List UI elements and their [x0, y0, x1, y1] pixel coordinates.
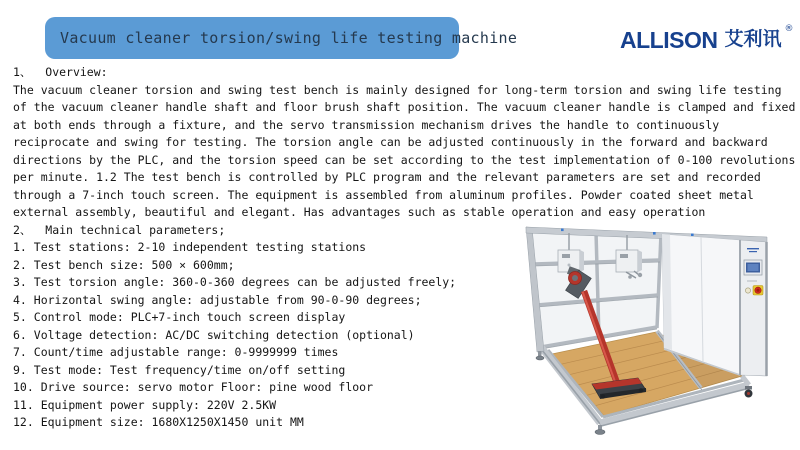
- text-line: 10. Drive source: servo motor Floor: pine wood floor: [13, 380, 374, 394]
- logo-chinese-text: 艾利讯: [724, 28, 782, 50]
- parameters-heading: 2、 Main technical parameters;: [13, 222, 226, 237]
- title-banner: [45, 17, 518, 59]
- text-line: 4. Horizontal swing angle: adjustable from 90-0-90 degrees;: [13, 292, 422, 307]
- allison-logo: [620, 24, 794, 53]
- text-line: directions by the PLC, and the torsion speed can be set according to the test implementation of 0-100 revolutions: [13, 152, 796, 167]
- caster-wheel: [745, 386, 753, 398]
- text-line: 11. Equipment power supply: 220V 2.5KW: [13, 397, 277, 412]
- text-line: 3. Test torsion angle: 360-0-360 degrees can be adjusted freely;: [13, 275, 457, 289]
- text-line: 12. Equipment size: 1680X1250X1450 unit MM: [13, 415, 304, 429]
- screen-caption-strip: [747, 280, 757, 282]
- text-line: external assembly, beautiful and elegant. Has advantages such as stable operation and easy operation: [13, 205, 706, 219]
- text-line: at both ends through a fixture, and the servo transmission mechanism drives the handle to continuously: [13, 117, 720, 132]
- text-line: reciprocate and swing for testing. The torsion angle can be adjusted continuously in the forward and backward: [13, 135, 768, 149]
- overview-heading: 1、 Overview:: [13, 65, 108, 79]
- text-line: 7. Count/time adjustable range: 0-9999999 times: [13, 345, 339, 359]
- page-title: Vacuum cleaner torsion/swing life testing machine: [60, 29, 518, 47]
- text-line: 6. Voltage detection: AC/DC switching detection (optional): [13, 327, 415, 342]
- overview-paragraph: [13, 82, 799, 222]
- text-line: 2. Test bench size: 500 × 600mm;: [13, 257, 235, 272]
- text-line: per minute. 1.2 The test bench is controlled by PLC program and the relevant parameters are set and recorded: [13, 170, 761, 184]
- text-line: of the vacuum cleaner handle shaft and floor brush shaft position. The vacuum cleaner handle is clamped and fixed: [13, 100, 796, 114]
- emergency-stop-button: [753, 286, 763, 296]
- text-line: 1. Test stations: 2-10 independent testing stations: [13, 240, 367, 254]
- power-button: [745, 288, 750, 293]
- text-line: 5. Control mode: PLC+7-inch touch screen display: [13, 310, 346, 324]
- touch-screen: [744, 260, 762, 275]
- text-line: through a 7-inch touch screen. The equipment is assembled from aluminum profiles. Powder coated sheet metal: [13, 187, 754, 202]
- registered-trademark-icon: ®: [784, 24, 794, 34]
- text-line: The vacuum cleaner torsion and swing test bench is mainly designed for long-term torsion and swing life testing: [13, 82, 782, 97]
- machine-photo: [504, 224, 796, 448]
- logo-brand-text: ALLISON: [620, 27, 718, 53]
- text-line: 9. Test mode: Test frequency/time on/off setting: [13, 362, 346, 377]
